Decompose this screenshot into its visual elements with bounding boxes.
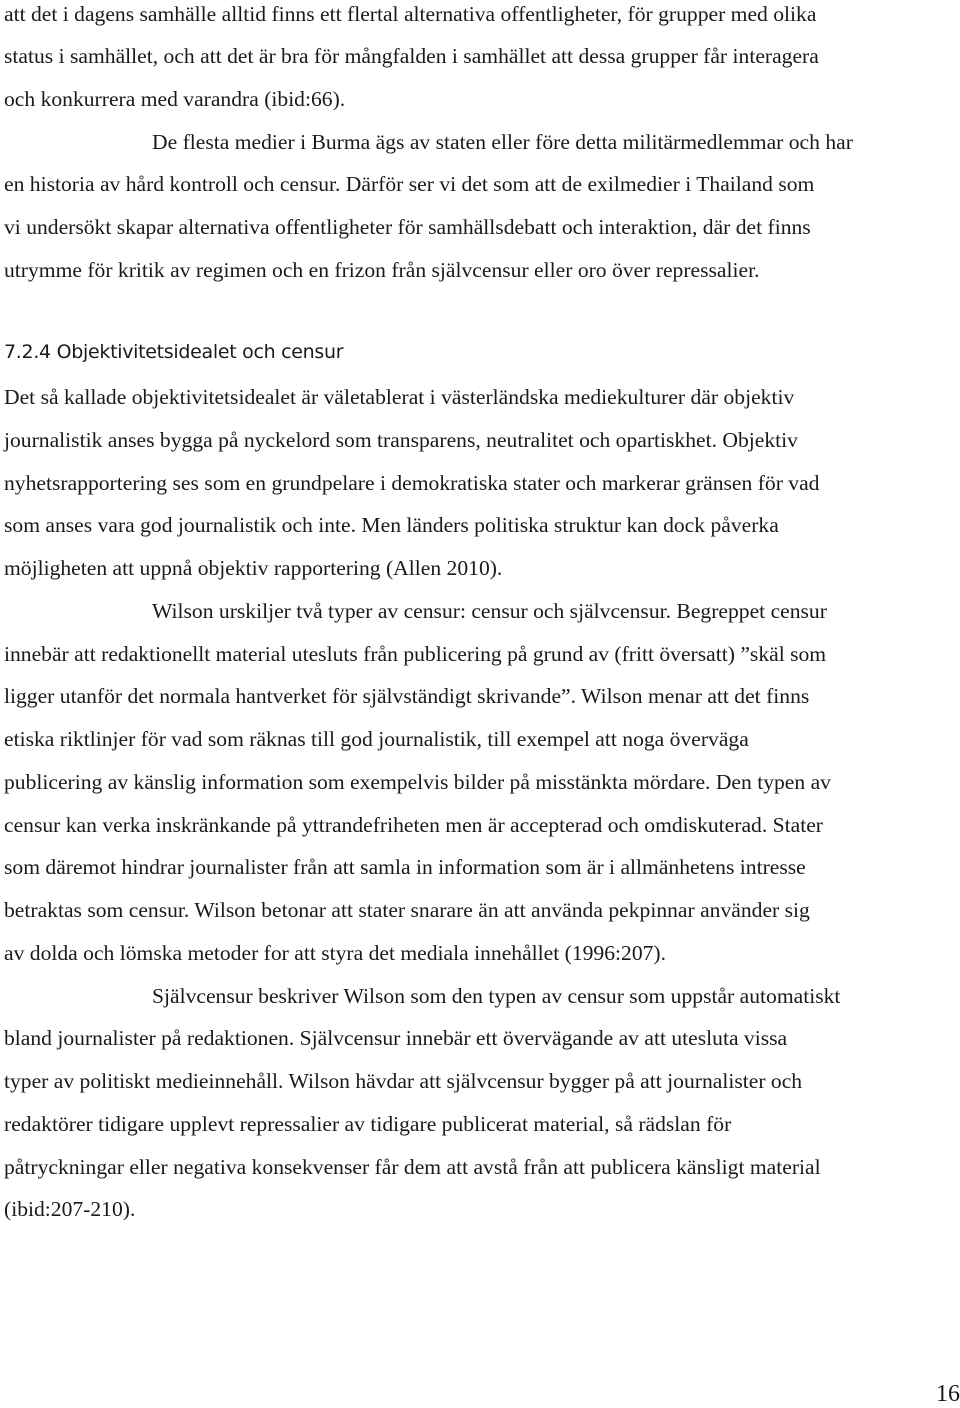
body-text-line: journalistik anses bygga på nyckelord som transparens, neutralitet och opartiskhet. Objektiv xyxy=(4,428,798,452)
body-text-line: Det så kallade objektivitetsidealet är väletablerat i västerländska mediekulturer där objektiv xyxy=(4,385,795,409)
body-text-line: betraktas som censur. Wilson betonar att stater snarare än att använda pekpinnar använder sig xyxy=(4,898,810,922)
body-text-line: möjligheten att uppnå objektiv rapportering (Allen 2010). xyxy=(4,556,503,580)
page-number: 16 xyxy=(936,1381,960,1407)
body-text-line: att det i dagens samhälle alltid finns ett flertal alternativa offentligheter, för grupper med olika xyxy=(4,2,817,26)
body-text-line: status i samhället, och att det är bra för mångfalden i samhället att dessa grupper får interagera xyxy=(4,44,819,68)
section-heading: 7.2.4 Objektivitetsidealet och censur xyxy=(4,341,344,363)
body-text-line: vi undersökt skapar alternativa offentligheter för samhällsdebatt och interaktion, där det finns xyxy=(4,215,811,239)
body-text-line: typer av politiskt medieinnehåll. Wilson hävdar att självcensur bygger på att journalister och xyxy=(4,1069,803,1093)
body-text-line: Självcensur beskriver Wilson som den typen av censur som uppstår automatiskt xyxy=(152,984,841,1008)
body-text-line: och konkurrera med varandra (ibid:66). xyxy=(4,87,346,111)
body-text-line: etiska riktlinjer för vad som räknas till god journalistik, till exempel att noga överväga xyxy=(4,727,749,751)
body-text-line: innebär att redaktionellt material utesluts från publicering på grund av (fritt översatt) ”skäl som xyxy=(4,642,827,666)
body-text-line: redaktörer tidigare upplevt repressalier av tidigare publicerat material, så rädslan för xyxy=(4,1112,732,1136)
body-text-line: (ibid:207-210). xyxy=(4,1197,136,1221)
body-text-line: utrymme för kritik av regimen och en frizon från självcensur eller oro över repressalier. xyxy=(4,258,760,282)
body-text-line: nyhetsrapportering ses som en grundpelare i demokratiska stater och markerar gränsen för vad xyxy=(4,471,820,495)
body-text-line: bland journalister på redaktionen. Självcensur innebär ett övervägande av att utesluta vissa xyxy=(4,1026,788,1050)
body-text-line: som anses vara god journalistik och inte. Men länders politiska struktur kan dock påverka xyxy=(4,513,779,537)
body-text-line: som däremot hindrar journalister från att samla in information som är i allmänhetens intresse xyxy=(4,855,806,879)
body-text-line: publicering av känslig information som exempelvis bilder på misstänkta mördare. Den typen av xyxy=(4,770,831,794)
body-text-line: censur kan verka inskränkande på yttrandefriheten men är accepterad och omdiskuterad. Stater xyxy=(4,813,824,837)
body-text-line: ligger utanför det normala hantverket för självständigt skrivande”. Wilson menar att det finns xyxy=(4,684,810,708)
body-text-line: påtryckningar eller negativa konsekvenser får dem att avstå från att publicera känsligt material xyxy=(4,1155,821,1179)
body-text-line: en historia av hård kontroll och censur. Därför ser vi det som att de exilmedier i Thailand som xyxy=(4,172,815,196)
body-text-line: av dolda och lömska metoder for att styra det mediala innehållet (1996:207). xyxy=(4,941,667,965)
body-text-line: De flesta medier i Burma ägs av staten eller före detta militärmedlemmar och har xyxy=(152,130,853,154)
body-text-line: Wilson urskiljer två typer av censur: censur och självcensur. Begreppet censur xyxy=(152,599,827,623)
